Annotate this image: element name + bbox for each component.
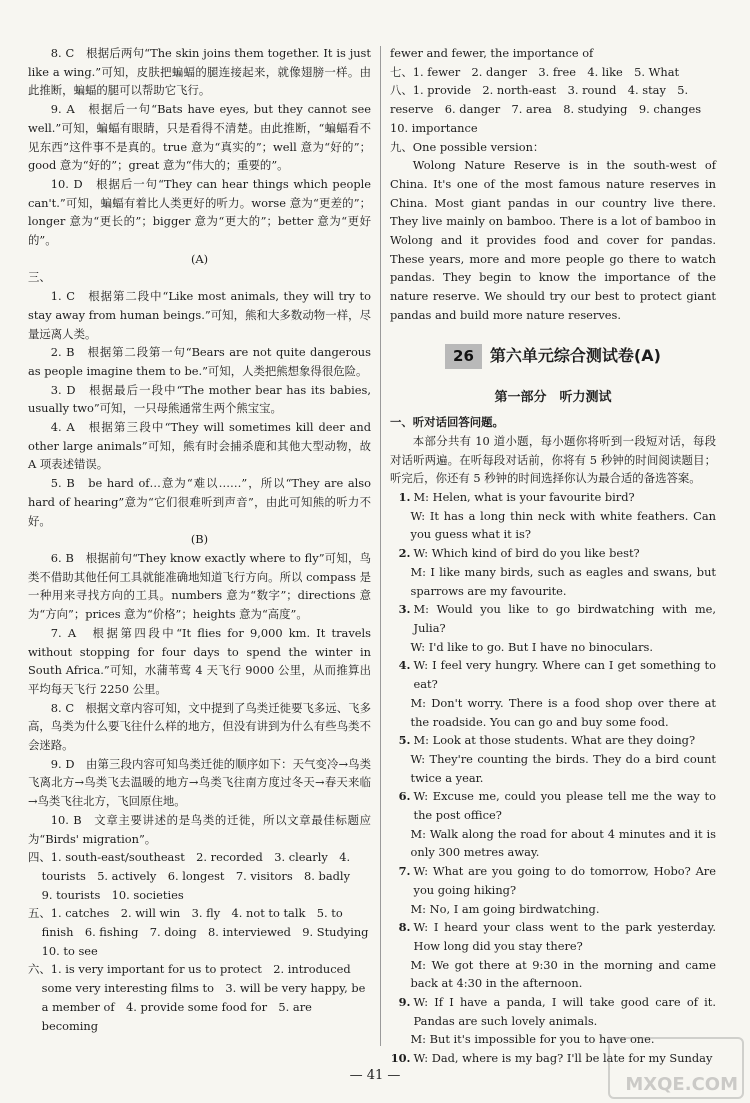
answer-paragraph: (A): [190, 251, 209, 266]
answer-paragraph: fewer and fewer, the importance of: [390, 46, 594, 60]
dialogue-text: M: Would you like to go birdwatching with me, Julia?: [413, 602, 716, 635]
column-divider: [380, 46, 381, 1046]
left-column: [28, 44, 380, 1035]
dialogue-indent: [390, 694, 411, 731]
answer-paragraph: 9. D 由第三段内容可知鸟类迁徙的顺序如下：天气变冷→鸟类飞离北方→鸟类飞去温暖的地方→鸟类飞往南方度过冬天→春天来临→鸟类飞往北方，飞回原住地。: [28, 756, 371, 809]
dialogue-number: 1.: [398, 490, 411, 505]
watermark-text: MXQE.COM: [625, 1074, 738, 1096]
dialogue-line: [390, 918, 716, 955]
right-top-answers: [390, 44, 716, 325]
dialogue-text: W: Excuse me, could you please tell me the way to the post office?: [413, 789, 716, 823]
dialogue-text: M: I like many birds, such as eagles and swans, but sparrows are my favourite.: [410, 564, 716, 598]
dialogue-text: M: Helen, what is your favourite bird?: [413, 490, 635, 505]
dialogue-line: [390, 862, 716, 899]
dialogue-line: [390, 750, 716, 787]
dialogue-line: [390, 638, 716, 657]
dialogue-indent: [390, 825, 411, 862]
dialogue-text: M: Walk along the road for about 4 minutes and it is only 300 metres away.: [410, 826, 716, 860]
dialogue-line: [390, 694, 716, 731]
dialogue-text: M: No, I am going birdwatching.: [410, 901, 600, 916]
answer-paragraph: 7. A 根据第四段中“It flies for 9,000 km. It travels without stopping for four days to spend the winter in South Africa.”可知，水蒲苇莺 4 天飞行 9000 公里，从而推算出平均每天飞行 2250 公里。: [28, 625, 371, 696]
dialogue-text: W: Dad, where is my bag? I'll be late for my Sunday: [413, 1051, 713, 1066]
dialogue-indent: [390, 638, 411, 657]
right-column: [390, 44, 716, 1068]
dialogue-number: 4.: [398, 658, 411, 673]
answer-paragraph: 8. C 根据文章内容可知，文中提到了鸟类迁徙要飞多远、飞多高，鸟类为什么要飞往什么样的地方，但没有讲到为什么有些鸟类不会迷路。: [28, 700, 371, 753]
dialogue-number: 10.: [390, 1051, 411, 1066]
dialogue-text: W: If I have a panda, I will take good care of it. Pandas are such lovely animals.: [413, 995, 716, 1028]
dialogue-text: W: I feel very hungry. Where can I get something to eat?: [413, 658, 716, 692]
dialogue-indent: [390, 900, 411, 919]
dialogue-indent: [390, 750, 411, 787]
answer-paragraph: 六、1. is very important for us to protect 2. introduced some very interesting films to 3. will be very happy, be a member of 4. provide some food for 5. are becoming: [28, 962, 366, 1033]
answer-paragraph: 三、: [28, 270, 51, 285]
answer-paragraph: 9. A 根据后一句“Bats have eyes, but they cannot see well.”可知，蝙蝠有眼睛，只是看得不清楚。由此推断，“蝙蝠看不见东西”这件事不是真的。true 意为“真实的”；well 意为“好的”；good 意为“好的”；great 意为“伟大的；重要的”。: [28, 102, 371, 173]
answer-paragraph: 4. A 根据第三段中“They will sometimes kill deer and other large animals”可知，熊有时会捕杀鹿和其他大型动物，故 A 项表述错误。: [28, 420, 371, 472]
dialogue-text: W: It has a long thin neck with white feathers. Can you guess what it is?: [410, 508, 716, 542]
answer-paragraph: 七、1. fewer 2. danger 3. free 4. like 5. What: [390, 64, 680, 79]
dialogue-text: M: But it's impossible for you to have one.: [410, 1032, 655, 1047]
dialogue-text: W: Which kind of bird do you like best?: [413, 546, 640, 561]
unit-title: 第六单元综合测试卷(A): [489, 346, 661, 366]
unit-number-badge: 26: [445, 344, 482, 369]
instructions: 本部分共有 10 道小题，每小题你将听到一段短对话，每段对话听两遍。在听每段对话前，你将有 5 秒钟的时间阅读题目；听完后，你还有 5 秒钟的时间选择你认为最合适的备选答案。: [390, 433, 716, 486]
answer-paragraph: 2. B 根据第二段第一句“Bears are not quite dangerous as people imagine them to be.”可知，人类把熊想象得很危险。: [28, 345, 371, 378]
answer-paragraph: 6. B 根据前句“They know exactly where to fly”可知，鸟类不借助其他任何工具就能准确地知道飞行方向。所以 compass 是一种用来寻找方向的工具。numbers 意为“数字”；directions 意为“方向”；prices 意为“价格”；heights 意为“高度”。: [28, 550, 371, 622]
answer-paragraph: 五、1. catches 2. will win 3. fly 4. not to talk 5. to finish 6. fishing 7. doing 8. interviewed 9. Studying 10. to see: [28, 906, 380, 958]
unit-heading: [390, 339, 716, 375]
dialogue-text: W: They're counting the birds. They do a bird count twice a year.: [410, 751, 716, 785]
dialogue-line: [390, 507, 716, 544]
dialogue-line: [390, 825, 716, 862]
dialogue-text: M: We got there at 9:30 in the morning and came back at 4:30 in the afternoon.: [410, 957, 716, 991]
dialogue-line: [390, 563, 716, 600]
dialogue-text: W: What are you going to do tomorrow, Hobo? Are you going hiking?: [413, 864, 716, 897]
dialogue-line: [390, 656, 716, 693]
dialogue-list: [390, 488, 716, 1068]
dialogue-number: 5.: [398, 733, 411, 748]
dialogue-indent: [390, 1030, 411, 1049]
dialogue-line: [390, 488, 716, 507]
answer-paragraph: 九、One possible version：: [390, 139, 545, 154]
dialogue-indent: [390, 956, 411, 993]
answer-paragraph: 八、1. provide 2. north-east 3. round 4. stay 5. reserve 6. danger 7. area 8. studying 9. changes 10. importance: [390, 83, 713, 135]
dialogue-indent: [390, 507, 411, 544]
answer-paragraph: 10. B 文章主要讲述的是鸟类的迁徙，所以文章最佳标题应为“Birds' migration”。: [28, 812, 371, 846]
dialogue-number: 7.: [398, 864, 411, 879]
dialogue-line: [390, 544, 716, 563]
page-number: — 41 —: [349, 1068, 401, 1083]
dialogue-line: [390, 993, 716, 1030]
answer-paragraph: 1. C 根据第二段中“Like most animals, they will try to stay away from human beings.”可知，熊和大多数动物一样，尽量远离人类。: [28, 289, 371, 341]
dialogue-number: 3.: [398, 602, 411, 617]
part-title: 第一部分 听力测试: [494, 389, 612, 405]
dialogue-line: [390, 900, 716, 919]
dialogue-text: M: Look at those students. What are they doing?: [413, 733, 696, 748]
answer-paragraph: Wolong Nature Reserve is in the south-west of China. It's one of the most famous nature reserves in China. Most giant pandas in our country live there. They live mainly on bamboo. There is a lot of bamboo in Wolong and it provides food and cover for pandas. These years, more and more people go there to watch pandas. They begin to know the importance of the nature reserve. We should try our best to protect giant pandas and build more nature reserves.: [390, 158, 716, 322]
dialogue-text: M: Don't worry. There is a food shop over there at the roadside. You can go and buy some food.: [410, 695, 716, 729]
dialogue-number: 8.: [398, 920, 411, 935]
dialogue-line: [390, 600, 716, 637]
dialogue-text: W: I heard your class went to the park yesterday. How long did you stay there?: [413, 920, 716, 953]
watermark-logo: [604, 1033, 744, 1099]
dialogue-line: [390, 787, 716, 824]
answer-paragraph: 10. D 根据后一句“They can hear things which people can't.”可知，蝙蝠有着比人类更好的听力。worse 意为“更差的”；longer 意为“更长的”；bigger 意为“更大的”；better 意为“更好的”。: [28, 176, 371, 248]
dialogue-indent: [390, 563, 411, 600]
section-title: 一、听对话回答问题。: [390, 415, 504, 430]
answer-paragraph: 5. B be hard of…意为“难以……”，所以“They are also hard of hearing”意为“它们很难听到声音”，由此可知熊的听力不好。: [28, 476, 371, 528]
dialogue-text: W: I'd like to go. But I have no binoculars.: [410, 639, 653, 654]
dialogue-number: 9.: [398, 995, 411, 1010]
answer-paragraph: 3. D 根据最后一段中“The mother bear has its babies, usually two”可知，一只母熊通常生两个熊宝宝。: [28, 382, 371, 416]
dialogue-number: 2.: [398, 546, 411, 561]
dialogue-line: [390, 956, 716, 993]
dialogue-line: [390, 731, 716, 750]
answer-paragraph: (B): [190, 532, 209, 547]
answer-paragraph: 8. C 根据后两句“The skin joins them together. It is just like a wing.”可知，皮肤把蝙蝠的腿连接起来，就像翅膀一样。由此推断，蝙蝠的腿可以帮助它飞行。: [28, 46, 371, 98]
dialogue-number: 6.: [398, 789, 411, 804]
answer-paragraph: 四、1. south-east/southeast 2. recorded 3. clearly 4. tourists 5. actively 6. longest 7. visitors 8. badly 9. tourists 10. societies: [28, 850, 362, 902]
